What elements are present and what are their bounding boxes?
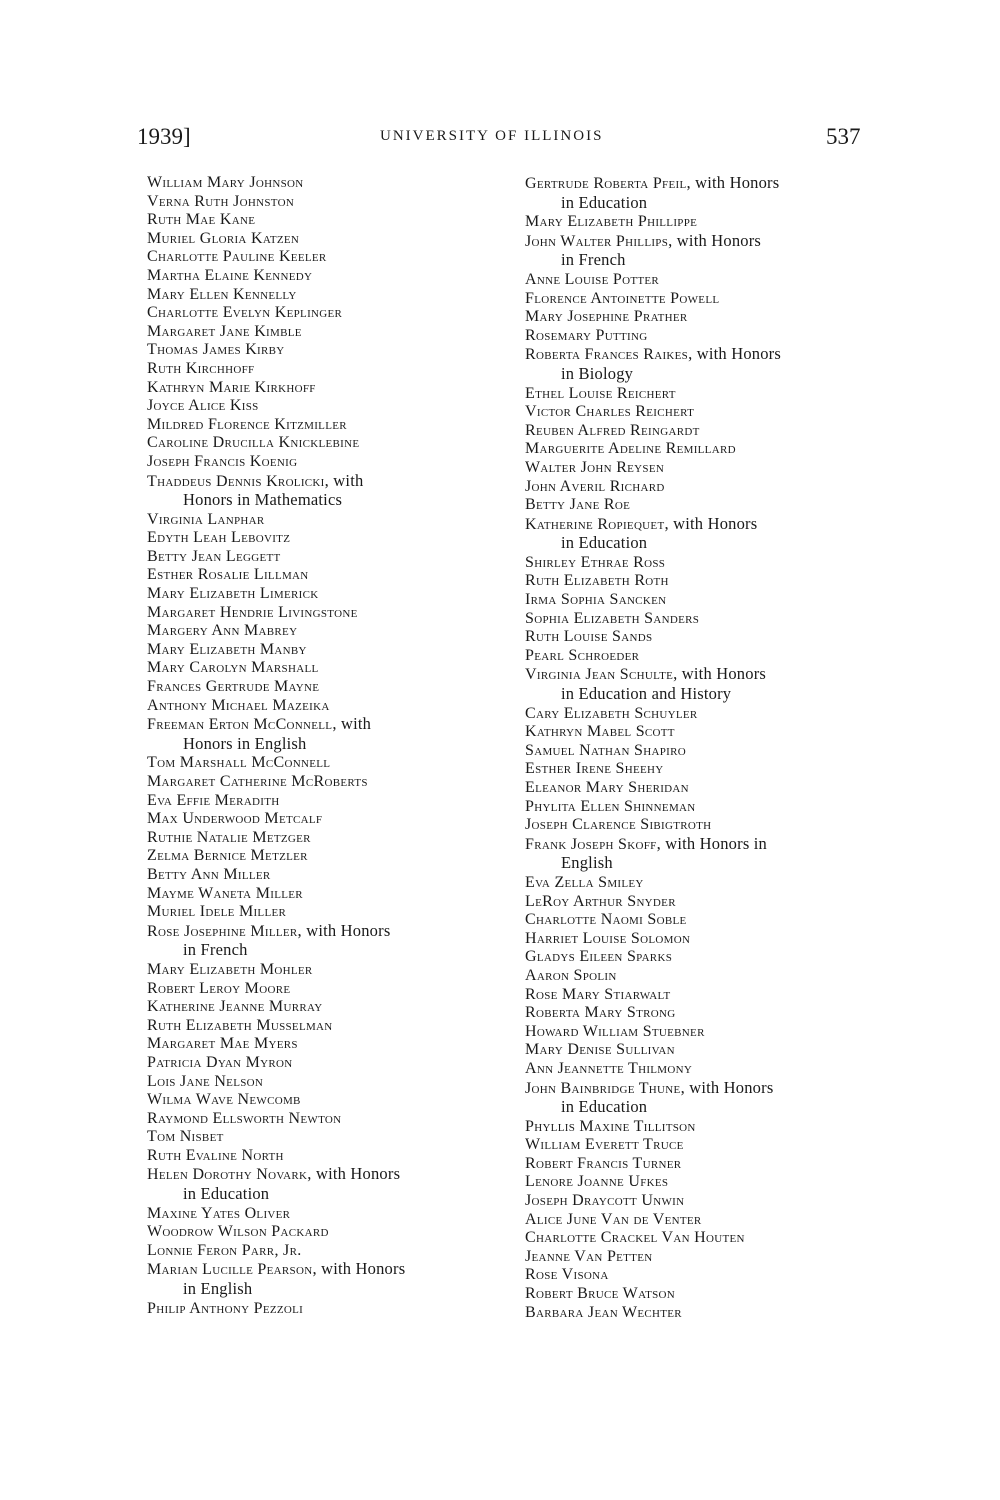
graduate-entry	[147, 697, 507, 716]
graduate-entry	[147, 511, 507, 530]
graduate-entry	[525, 422, 885, 441]
graduate-name: Anthony Michael Mazeika	[147, 696, 330, 714]
honors-subject: in French	[183, 940, 248, 960]
graduate-entry	[147, 829, 507, 848]
graduate-name: Ruth Elizabeth Roth	[525, 572, 669, 590]
graduate-name: Mayme Waneta Miller	[147, 884, 303, 902]
graduate-entry	[525, 327, 885, 346]
graduate-name: Walter John Reysen	[525, 458, 665, 476]
graduate-entry	[525, 665, 885, 685]
graduate-name: Esther Rosalie Lillman	[147, 566, 309, 584]
graduate-name: Anne Louise Potter	[525, 270, 660, 288]
graduate-name: William Everett Truce	[525, 1136, 684, 1154]
graduate-name: Betty Jean Leggett	[147, 547, 281, 565]
graduate-name: Rosemary Putting	[525, 326, 648, 344]
graduate-name: Mary Elizabeth Limerick	[147, 585, 319, 603]
graduate-entry	[147, 304, 507, 323]
graduate-name: Zelma Bernice Metzler	[147, 847, 308, 865]
graduate-entry	[525, 478, 885, 497]
graduate-name: Maxine Yates Oliver	[147, 1204, 291, 1222]
honors-subject: in Biology	[561, 363, 634, 383]
graduate-entry	[147, 416, 507, 435]
graduate-entry	[147, 1223, 507, 1242]
graduate-entry	[525, 1136, 885, 1155]
graduate-entry	[525, 1041, 885, 1060]
graduate-name: Woodrow Wilson Packard	[147, 1223, 329, 1241]
honors-continuation	[147, 491, 507, 511]
graduate-entry	[147, 1035, 507, 1054]
graduate-entry	[525, 911, 885, 930]
graduate-name: Eva Zella Smiley	[525, 873, 644, 891]
honors-note: , with Honors	[297, 920, 391, 940]
graduate-entry	[525, 440, 885, 459]
graduate-entry	[525, 271, 885, 290]
honors-continuation	[525, 854, 885, 874]
graduate-entry	[147, 211, 507, 230]
graduate-name: Florence Antoinette Powell	[525, 289, 720, 307]
graduate-name: Frances Gertrude Mayne	[147, 678, 320, 696]
honors-continuation	[525, 685, 885, 705]
graduate-name: Gladys Eileen Sparks	[525, 948, 673, 966]
honors-note: , with Honors	[312, 1259, 406, 1279]
honors-note: , with Honors	[686, 173, 780, 192]
graduate-entry	[525, 647, 885, 666]
graduate-name: Tom Marshall McConnell	[147, 754, 331, 772]
graduate-entry	[147, 1128, 507, 1147]
graduate-entry	[147, 529, 507, 548]
graduate-entry	[147, 773, 507, 792]
graduate-name: Muriel Gloria Katzen	[147, 229, 300, 247]
graduate-entry	[147, 248, 507, 267]
honors-continuation	[525, 194, 885, 214]
graduate-entry	[147, 341, 507, 360]
graduate-entry	[525, 1304, 885, 1323]
graduate-name: Katherine Jeanne Murray	[147, 998, 323, 1016]
graduate-entry	[147, 1073, 507, 1092]
graduate-entry	[147, 754, 507, 773]
graduate-entry	[147, 903, 507, 922]
graduate-entry	[525, 628, 885, 647]
graduate-entry	[147, 397, 507, 416]
graduate-entry	[525, 723, 885, 742]
graduate-entry	[525, 1285, 885, 1304]
graduate-name: Mildred Florence Kitzmiller	[147, 415, 347, 433]
graduate-entry	[147, 585, 507, 604]
graduate-entry	[525, 515, 885, 535]
graduate-entry	[525, 345, 885, 365]
graduate-entry	[525, 835, 885, 855]
graduate-name: Mary Denise Sullivan	[525, 1041, 675, 1059]
graduate-name: Mary Elizabeth Phillippe	[525, 213, 698, 231]
graduate-name: Phyllis Maxine Tillitson	[525, 1117, 696, 1135]
graduate-entry	[147, 622, 507, 641]
graduate-name: Ann Jeannette Thilmony	[525, 1059, 693, 1077]
graduate-entry	[525, 760, 885, 779]
graduate-name: William Mary Johnson	[147, 174, 304, 191]
graduate-entry	[147, 1110, 507, 1129]
graduate-entry	[525, 174, 885, 194]
graduate-name: Ruth Kirchhoff	[147, 359, 255, 377]
honors-note: , with	[324, 470, 364, 490]
graduate-list-right-column	[525, 174, 885, 1322]
graduate-name: Kathryn Marie Kirkhoff	[147, 378, 316, 396]
graduate-name: Harriet Louise Solomon	[525, 929, 691, 947]
graduate-entry	[525, 779, 885, 798]
graduate-name: Robert Bruce Watson	[525, 1285, 676, 1303]
graduate-entry	[525, 554, 885, 573]
graduate-entry	[147, 548, 507, 567]
graduate-entry	[525, 874, 885, 893]
graduate-name: Victor Charles Reichert	[525, 403, 695, 421]
graduate-entry	[525, 1004, 885, 1023]
graduate-name: Cary Elizabeth Schuyler	[525, 704, 698, 722]
graduate-name: Muriel Idele Miller	[147, 903, 287, 921]
graduate-entry	[147, 1205, 507, 1224]
graduate-name: Esther Irene Sheehy	[525, 760, 664, 778]
graduate-name: Patricia Dyan Myron	[147, 1053, 293, 1071]
header-year: 1939]	[137, 124, 191, 149]
honors-continuation	[525, 534, 885, 554]
graduate-name: Irma Sophia Sancken	[525, 591, 667, 609]
graduate-entry	[525, 308, 885, 327]
graduate-name: Philip Anthony Pezzoli	[147, 1299, 304, 1317]
graduate-entry	[147, 1017, 507, 1036]
honors-continuation	[525, 365, 885, 385]
graduate-name: Marguerite Adeline Remillard	[525, 440, 736, 458]
graduate-name: LeRoy Arthur Snyder	[525, 892, 676, 910]
graduate-entry	[525, 1211, 885, 1230]
graduate-name: Thaddeus Dennis Krolicki	[147, 472, 325, 490]
graduate-name: Freeman Erton McConnell	[147, 716, 333, 734]
graduate-name: John Bainbridge Thune	[525, 1079, 681, 1097]
graduate-entry	[147, 604, 507, 623]
graduate-name: Betty Jane Roe	[525, 496, 631, 514]
graduate-name: Barbara Jean Wechter	[525, 1303, 682, 1321]
graduate-entry	[525, 1248, 885, 1267]
graduate-entry	[525, 385, 885, 404]
graduate-entry	[147, 715, 507, 735]
honors-subject: in English	[183, 1279, 253, 1299]
graduate-entry	[525, 591, 885, 610]
graduate-name: Virginia Jean Schulte	[525, 666, 674, 684]
graduate-name: Raymond Ellsworth Newton	[147, 1109, 342, 1127]
graduate-entry	[147, 847, 507, 866]
honors-subject: in Education	[561, 192, 648, 212]
graduate-entry	[147, 866, 507, 885]
honors-subject: in Education and History	[561, 684, 732, 704]
graduate-name: Robert Francis Turner	[525, 1154, 682, 1172]
graduate-entry	[147, 885, 507, 904]
graduate-entry	[147, 566, 507, 585]
graduate-name: Alice June Van de Venter	[525, 1210, 702, 1228]
graduate-name: Charlotte Crackel Van Houten	[525, 1229, 745, 1247]
honors-note: , with Honors	[680, 1077, 774, 1097]
graduate-name: Margery Ann Mabrey	[147, 622, 298, 640]
graduate-entry	[147, 1165, 507, 1185]
graduate-name: Lonnie Feron Parr, Jr.	[147, 1241, 302, 1259]
graduate-name: Robert Leroy Moore	[147, 979, 291, 997]
graduate-name: Max Underwood Metcalf	[147, 810, 323, 828]
graduate-name: Ruth Louise Sands	[525, 628, 653, 646]
graduate-entry	[147, 230, 507, 249]
graduate-name: Margaret Hendrie Livingstone	[147, 603, 358, 621]
graduate-name: Howard William Stuebner	[525, 1022, 705, 1040]
graduate-entry	[525, 459, 885, 478]
graduate-name: John Walter Phillips	[525, 232, 669, 250]
honors-continuation	[147, 1185, 507, 1205]
graduate-name: Joseph Draycott Unwin	[525, 1192, 685, 1210]
graduate-name: Rose Josephine Miller	[147, 922, 298, 940]
graduate-entry	[525, 496, 885, 515]
graduate-name: Pearl Schroeder	[525, 646, 640, 664]
graduate-entry	[525, 1229, 885, 1248]
graduate-entry	[525, 705, 885, 724]
graduate-entry	[525, 403, 885, 422]
page-number: 537	[826, 124, 861, 149]
graduate-name: Lois Jane Nelson	[147, 1072, 264, 1090]
graduate-name: Roberta Frances Raikes	[525, 346, 689, 364]
graduate-name: Samuel Nathan Shapiro	[525, 741, 686, 759]
graduate-name: Mary Carolyn Marshall	[147, 659, 319, 677]
graduate-name: Betty Ann Miller	[147, 865, 271, 883]
graduate-entry	[525, 1192, 885, 1211]
graduate-entry	[147, 323, 507, 342]
graduate-entry	[525, 232, 885, 252]
graduate-entry	[525, 1118, 885, 1137]
graduate-name: Edyth Leah Lebovitz	[147, 529, 291, 547]
graduate-name: Virginia Lanphar	[147, 510, 265, 528]
graduate-entry	[147, 678, 507, 697]
honors-note: , with Honors	[673, 664, 767, 684]
graduate-name: Ruthie Natalie Metzger	[147, 828, 311, 846]
graduate-name: Phylita Ellen Shinneman	[525, 797, 696, 815]
graduate-name: Rose Mary Stiarwalt	[525, 985, 671, 1003]
graduate-name: Ethel Louise Reichert	[525, 384, 676, 402]
graduate-entry	[525, 1155, 885, 1174]
graduate-entry	[147, 1260, 507, 1280]
graduate-name: Charlotte Evelyn Keplinger	[147, 304, 343, 322]
graduate-entry	[525, 1266, 885, 1285]
graduate-name: Ruth Elizabeth Musselman	[147, 1016, 333, 1034]
graduate-entry	[525, 816, 885, 835]
graduate-entry	[147, 792, 507, 811]
honors-subject: in Education	[183, 1184, 270, 1204]
graduate-name: Joseph Francis Koenig	[147, 452, 298, 470]
graduate-name: Verna Ruth Johnston	[147, 192, 295, 210]
honors-note: , with Honors	[688, 344, 781, 364]
running-header	[0, 124, 1000, 154]
graduate-entry	[525, 798, 885, 817]
graduate-name: Ruth Evaline North	[147, 1146, 284, 1164]
graduate-name: Eleanor Mary Sheridan	[525, 779, 689, 796]
graduate-name: Roberta Mary Strong	[525, 1004, 676, 1022]
graduate-name: Charlotte Pauline Keeler	[147, 248, 327, 266]
graduate-entry	[147, 998, 507, 1017]
graduate-entry	[147, 360, 507, 379]
graduate-name: Aaron Spolin	[525, 966, 617, 984]
honors-continuation	[525, 251, 885, 271]
graduate-entry	[147, 922, 507, 942]
graduate-name: Wilma Wave Newcomb	[147, 1091, 301, 1109]
graduate-name: John Averil Richard	[525, 477, 665, 495]
honors-subject: English	[561, 853, 613, 873]
graduate-name: Katherine Ropiequet	[525, 515, 665, 533]
graduate-name: Tom Nisbet	[147, 1128, 224, 1146]
graduate-entry	[147, 961, 507, 980]
graduate-name: Ruth Mae Kane	[147, 211, 256, 229]
graduate-entry	[147, 434, 507, 453]
honors-subject: in Education	[561, 1097, 648, 1117]
graduate-entry	[147, 1147, 507, 1166]
graduate-entry	[147, 193, 507, 212]
graduate-name: Marian Lucille Pearson	[147, 1261, 313, 1279]
honors-note: , with Honors	[307, 1164, 401, 1184]
graduate-entry	[147, 980, 507, 999]
honors-continuation	[147, 735, 507, 755]
honors-note: , with Honors	[664, 513, 758, 533]
honors-subject: in French	[561, 250, 626, 270]
graduate-name: Mary Elizabeth Mohler	[147, 960, 313, 978]
graduate-entry	[147, 286, 507, 305]
header-title: UNIVERSITY OF ILLINOIS	[380, 128, 604, 144]
graduate-name: Kathryn Mabel Scott	[525, 723, 675, 741]
graduate-name: Martha Elaine Kennedy	[147, 266, 313, 284]
graduate-name: Mary Ellen Kennelly	[147, 285, 297, 303]
graduate-name: Reuben Alfred Reingardt	[525, 421, 700, 439]
graduate-name: Thomas James Kirby	[147, 341, 285, 359]
graduate-name: Eva Effie Meradith	[147, 791, 280, 809]
graduate-name: Caroline Drucilla Knicklebine	[147, 434, 360, 452]
graduate-name: Mary Josephine Prather	[525, 308, 688, 326]
honors-subject: in Education	[561, 533, 648, 553]
honors-continuation	[525, 1098, 885, 1118]
graduate-entry	[525, 948, 885, 967]
graduate-entry	[525, 930, 885, 949]
graduate-entry	[147, 1091, 507, 1110]
graduate-entry	[147, 810, 507, 829]
graduate-name: Shirley Ethrae Ross	[525, 553, 666, 571]
honors-note: , with	[332, 714, 372, 734]
graduate-name: Lenore Joanne Ufkes	[525, 1173, 669, 1191]
graduate-entry	[147, 641, 507, 660]
graduate-entry	[525, 610, 885, 629]
honors-continuation	[147, 1280, 507, 1300]
graduate-entry	[525, 572, 885, 591]
graduate-entry	[525, 1060, 885, 1079]
graduate-entry	[525, 213, 885, 232]
honors-note: , with Honors in	[656, 833, 768, 853]
graduate-entry	[147, 1242, 507, 1261]
graduate-entry	[147, 472, 507, 492]
graduate-name: Jeanne Van Petten	[525, 1247, 653, 1265]
graduate-entry	[525, 290, 885, 309]
graduate-entry	[525, 1079, 885, 1099]
graduate-name: Mary Elizabeth Manby	[147, 640, 307, 658]
graduate-name: Margaret Mae Myers	[147, 1035, 298, 1053]
honors-subject: Honors in Mathematics	[183, 490, 343, 510]
graduate-list-left-column	[147, 174, 507, 1318]
graduate-name: Frank Joseph Skoff	[525, 835, 657, 853]
honors-note: , with Honors	[668, 230, 762, 250]
graduate-entry	[525, 967, 885, 986]
honors-subject: Honors in English	[183, 733, 307, 753]
honors-continuation	[147, 941, 507, 961]
graduate-name: Joyce Alice Kiss	[147, 397, 259, 415]
graduate-entry	[147, 1300, 507, 1319]
graduate-entry	[147, 1054, 507, 1073]
graduate-name: Joseph Clarence Sibigtroth	[525, 816, 712, 834]
graduate-entry	[147, 174, 507, 193]
graduate-entry	[147, 379, 507, 398]
graduate-name: Rose Visona	[525, 1266, 609, 1284]
graduate-entry	[147, 659, 507, 678]
graduate-entry	[525, 1173, 885, 1192]
graduate-entry	[525, 986, 885, 1005]
graduate-name: Sophia Elizabeth Sanders	[525, 609, 700, 627]
graduate-name: Helen Dorothy Novark	[147, 1166, 308, 1184]
graduate-entry	[525, 1023, 885, 1042]
graduate-entry	[147, 267, 507, 286]
graduate-entry	[525, 742, 885, 761]
graduate-name: Gertrude Roberta Pfeil	[525, 175, 687, 192]
graduate-entry	[147, 453, 507, 472]
graduate-name: Margaret Catherine McRoberts	[147, 773, 368, 790]
graduate-entry	[525, 893, 885, 912]
graduate-name: Margaret Jane Kimble	[147, 322, 302, 340]
graduate-name: Charlotte Naomi Soble	[525, 911, 687, 929]
